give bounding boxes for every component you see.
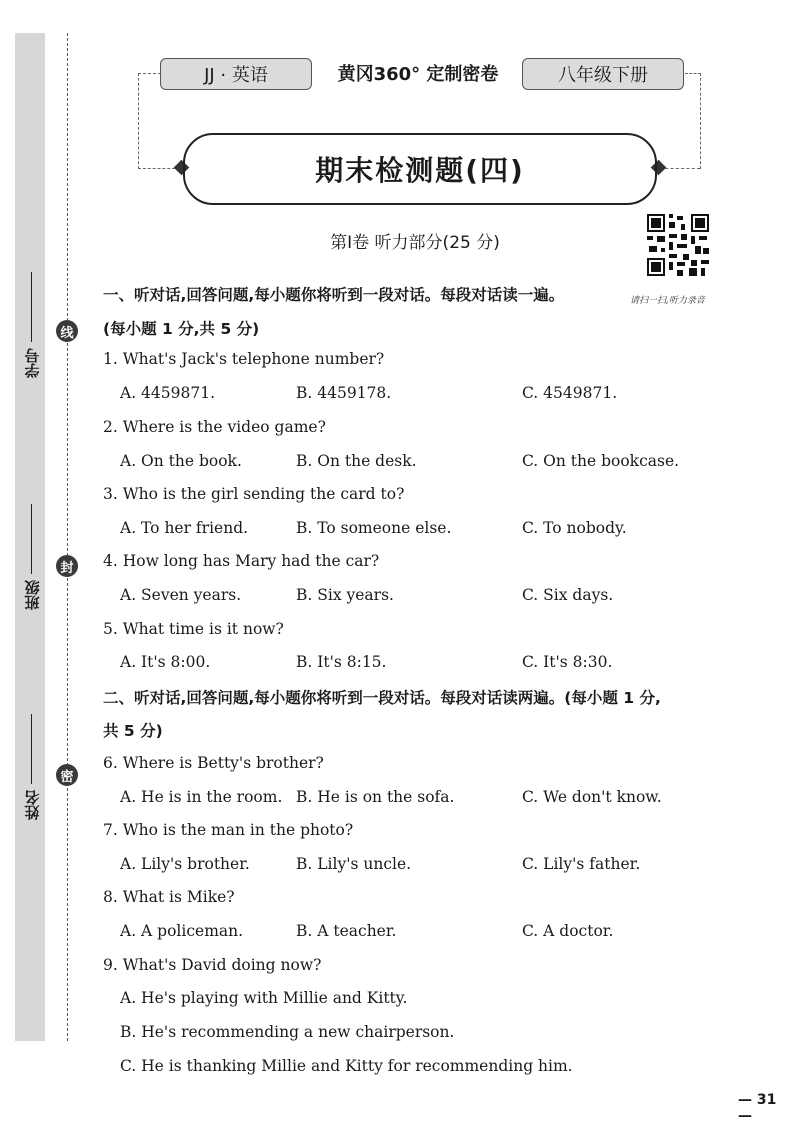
question-8: 8. What is Mike?	[103, 888, 235, 906]
question-1: 1. What's Jack's telephone number?	[103, 350, 385, 368]
q4-option-a[interactable]: A. Seven years.	[120, 586, 242, 604]
grade-pill: 八年级下册	[522, 58, 684, 90]
q3-option-b[interactable]: B. To someone else.	[296, 519, 452, 537]
q9-option-c[interactable]: C. He is thanking Millie and Kitty for recommending him.	[120, 1057, 573, 1075]
section-title: 第Ⅰ卷 听力部分(25 分)	[330, 233, 500, 253]
q5-option-b[interactable]: B. It's 8:15.	[296, 653, 387, 671]
question-3: 3. Who is the girl sending the card to?	[103, 485, 405, 503]
q2-option-b[interactable]: B. On the desk.	[296, 452, 417, 470]
q1-option-c[interactable]: C. 4549871.	[522, 384, 618, 402]
q4-option-c[interactable]: C. Six days.	[522, 586, 614, 604]
qr-code-icon[interactable]	[645, 212, 711, 278]
header-bar	[160, 58, 685, 90]
subject-pill: JJ · 英语	[160, 58, 312, 90]
q6-option-b[interactable]: B. He is on the sofa.	[296, 788, 455, 806]
series-title: 黄冈360° 定制密卷	[337, 64, 499, 85]
class-label: 班级	[23, 580, 42, 610]
q3-option-a[interactable]: A. To her friend.	[120, 519, 249, 537]
part2-instruction: 二、听对话,回答问题,每小题你将听到一段对话。每段对话读两遍。(每小题 1 分,	[103, 689, 661, 707]
seal-mi: 密	[56, 764, 78, 786]
part1-score-note: (每小题 1 分,共 5 分)	[103, 320, 260, 338]
q1-option-b[interactable]: B. 4459178.	[296, 384, 392, 402]
q9-option-b[interactable]: B. He's recommending a new chairperson.	[120, 1023, 455, 1041]
part1-instruction: 一、听对话,回答问题,每小题你将听到一段对话。每段对话读一遍。	[103, 286, 565, 304]
part2-score-note: 共 5 分)	[103, 722, 163, 740]
name-field[interactable]	[20, 665, 44, 820]
q8-option-b[interactable]: B. A teacher.	[296, 922, 397, 940]
q7-option-c[interactable]: C. Lily's father.	[522, 855, 641, 873]
q8-option-a[interactable]: A. A policeman.	[120, 922, 244, 940]
q1-option-a[interactable]: A. 4459871.	[120, 384, 216, 402]
question-2: 2. Where is the video game?	[103, 418, 326, 436]
frame-line-left	[138, 73, 161, 169]
q5-option-a[interactable]: A. It's 8:00.	[120, 653, 211, 671]
q8-option-c[interactable]: C. A doctor.	[522, 922, 614, 940]
q6-option-a[interactable]: A. He is in the room.	[120, 788, 283, 806]
question-4: 4. How long has Mary had the car?	[103, 552, 380, 570]
q9-option-a[interactable]: A. He's playing with Millie and Kitty.	[120, 989, 408, 1007]
question-6: 6. Where is Betty's brother?	[103, 754, 324, 772]
class-field[interactable]	[20, 450, 44, 610]
q6-option-c[interactable]: C. We don't know.	[522, 788, 662, 806]
student-id-field[interactable]	[20, 228, 44, 378]
q3-option-c[interactable]: C. To nobody.	[522, 519, 627, 537]
q2-option-a[interactable]: A. On the book.	[120, 452, 242, 470]
page-number: — 31 —	[738, 1092, 777, 1124]
question-5: 5. What time is it now?	[103, 620, 284, 638]
frame-line-right	[685, 73, 701, 169]
qr-caption: 请扫一扫,听力录音	[630, 296, 705, 306]
cut-line	[67, 33, 68, 1041]
q2-option-c[interactable]: C. On the bookcase.	[522, 452, 680, 470]
exam-title: 期末检测题(四)	[183, 133, 657, 205]
q4-option-b[interactable]: B. Six years.	[296, 586, 394, 604]
student-id-label: 学号	[23, 348, 42, 378]
name-label: 姓名	[23, 790, 42, 820]
question-7: 7. Who is the man in the photo?	[103, 821, 354, 839]
question-9: 9. What's David doing now?	[103, 956, 322, 974]
seal-xian: 线	[56, 320, 78, 342]
q5-option-c[interactable]: C. It's 8:30.	[522, 653, 613, 671]
q7-option-b[interactable]: B. Lily's uncle.	[296, 855, 412, 873]
seal-feng: 封	[56, 555, 78, 577]
frame-line-right-bottom	[660, 168, 700, 169]
q7-option-a[interactable]: A. Lily's brother.	[120, 855, 250, 873]
